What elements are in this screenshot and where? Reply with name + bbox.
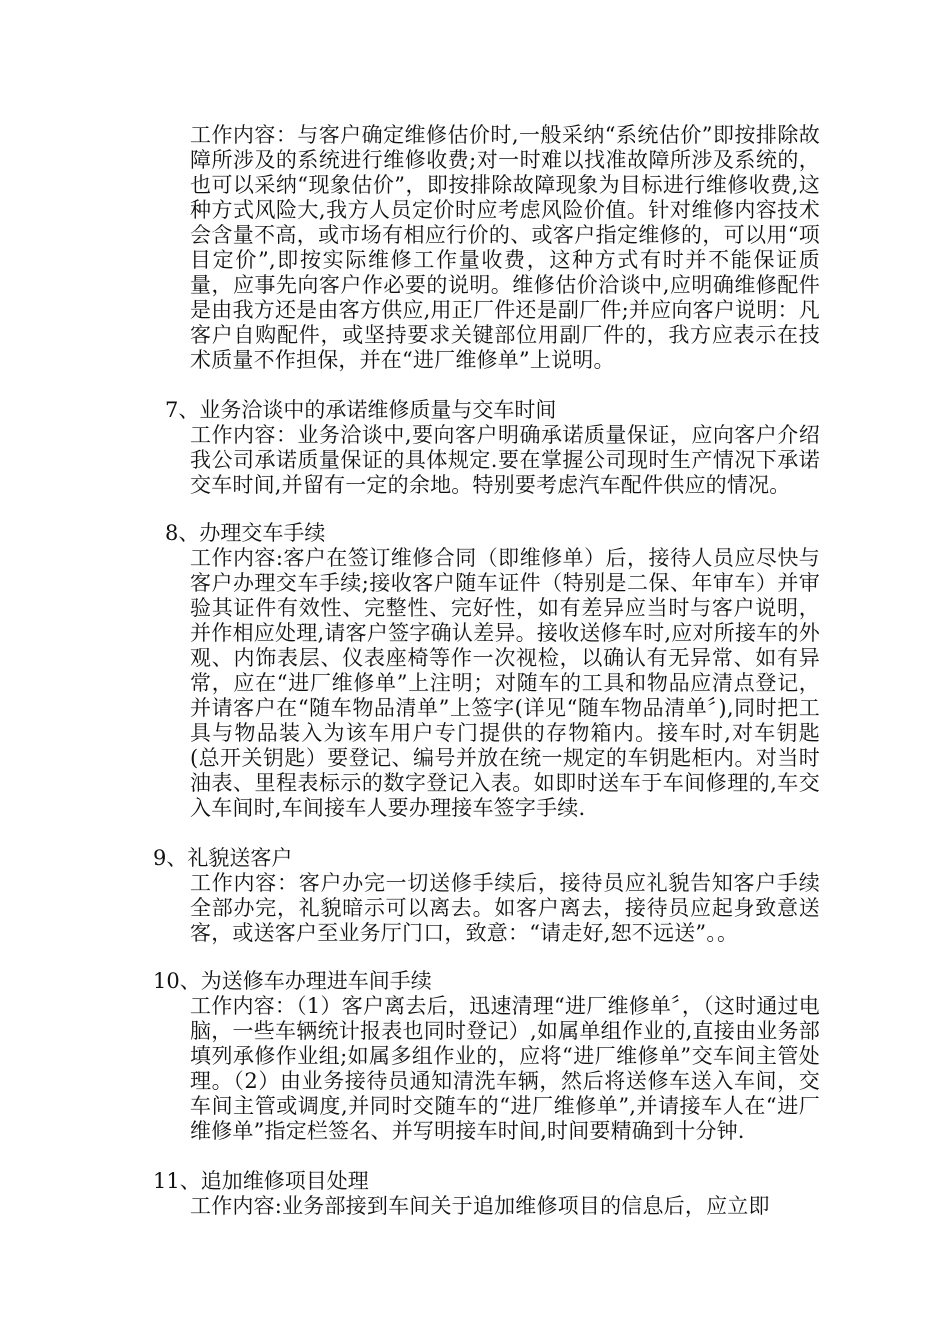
- section-7-body: 工作内容：业务洽谈中,要向客户明确承诺质量保证，应向客户介绍我公司承诺质量保证的具体规定.要在掌握公司现时生产情况下承诺交车时间,并留有一定的余地。特别要考虑汽车配件供应的情况。: [190, 423, 820, 497]
- section-7-heading: 7、业务洽谈中的承诺维修质量与交车时间: [165, 398, 557, 422]
- section-10-heading: 10、为送修车办理进车间手续: [153, 969, 432, 993]
- section-8-body: 工作内容:客户在签订维修合同（即维修单）后，接待人员应尽快与客户办理交车手续;接收客户随车证件（特别是二保、年审车）并审验其证件有效性、完整性、完好性，如有差异应当时与客户说明，并作相应处理,请客户签字确认差异。接收送修车时,应对所接车的外观、内饰表层、仪表座椅等作一次视检，以确认有无异常、如有异常，应在“进厂维修单”上注明；对随车的工具和物品应清点登记，并请客户在“随车物品清单”上签字(详见“随车物品清单〞),同时把工具与物品装入为该车用户专门提供的存物箱内。接车时,对车钥匙(总开关钥匙）要登记、编号并放在统一规定的车钥匙柜内。对当时油表、里程表标示的数字登记入表。如即时送车于车间修理的,车交入车间时,车间接车人要办理接车签字手续.: [190, 546, 820, 820]
- section-11-heading: 11、追加维修项目处理: [153, 1169, 369, 1193]
- section-6-body: 工作内容：与客户确定维修估价时,一般采纳“系统估价”即按排除故障所涉及的系统进行维修收费;对一时难以找准故障所涉及系统的，也可以采纳“现象估价”，即按排除故障现象为目标进行维修收费,这种方式风险大,我方人员定价时应考虑风险价值。针对维修内容技术会含量不高，或市场有相应行价的、或客户指定维修的，可以用“项目定价”,即按实际维修工作量收费，这种方式有时并不能保证质量，应事先向客户作必要的说明。维修估价洽谈中,应明确维修配件是由我方还是由客方供应,用正厂件还是副厂件;并应向客户说明：凡客户自购配件，或坚持要求关键部位用副厂件的，我方应表示在技术质量不作担保，并在“进厂维修单”上说明。: [190, 123, 820, 372]
- section-9-body: 工作内容：客户办完一切送修手续后，接待员应礼貌告知客户手续全部办完，礼貌暗示可以离去。如客户离去，接待员应起身致意送客，或送客户至业务厅门口，致意：“请走好,恕不远送”。。: [190, 871, 820, 945]
- section-8-heading: 8、办理交车手续: [165, 521, 326, 545]
- section-9-heading: 9、礼貌送客户: [153, 846, 293, 870]
- section-11-body: 工作内容:业务部接到车间关于追加维修项目的信息后，应立即: [190, 1194, 770, 1218]
- section-10-body: 工作内容：（1）客户离去后，迅速清理“进厂维修单〞，（这时通过电脑，一些车辆统计报表也同时登记）,如属单组作业的,直接由业务部填列承修作业组;如属多组作业的，应将“进厂维修单”交车间主管处理。（2）由业务接待员通知清洗车辆，然后将送修车送入车间，交车间主管或调度,并同时交随车的“进厂维修单”,并请接车人在“进厂维修单”指定栏签名、并写明接车时间,时间要精确到十分钟.: [190, 994, 820, 1143]
